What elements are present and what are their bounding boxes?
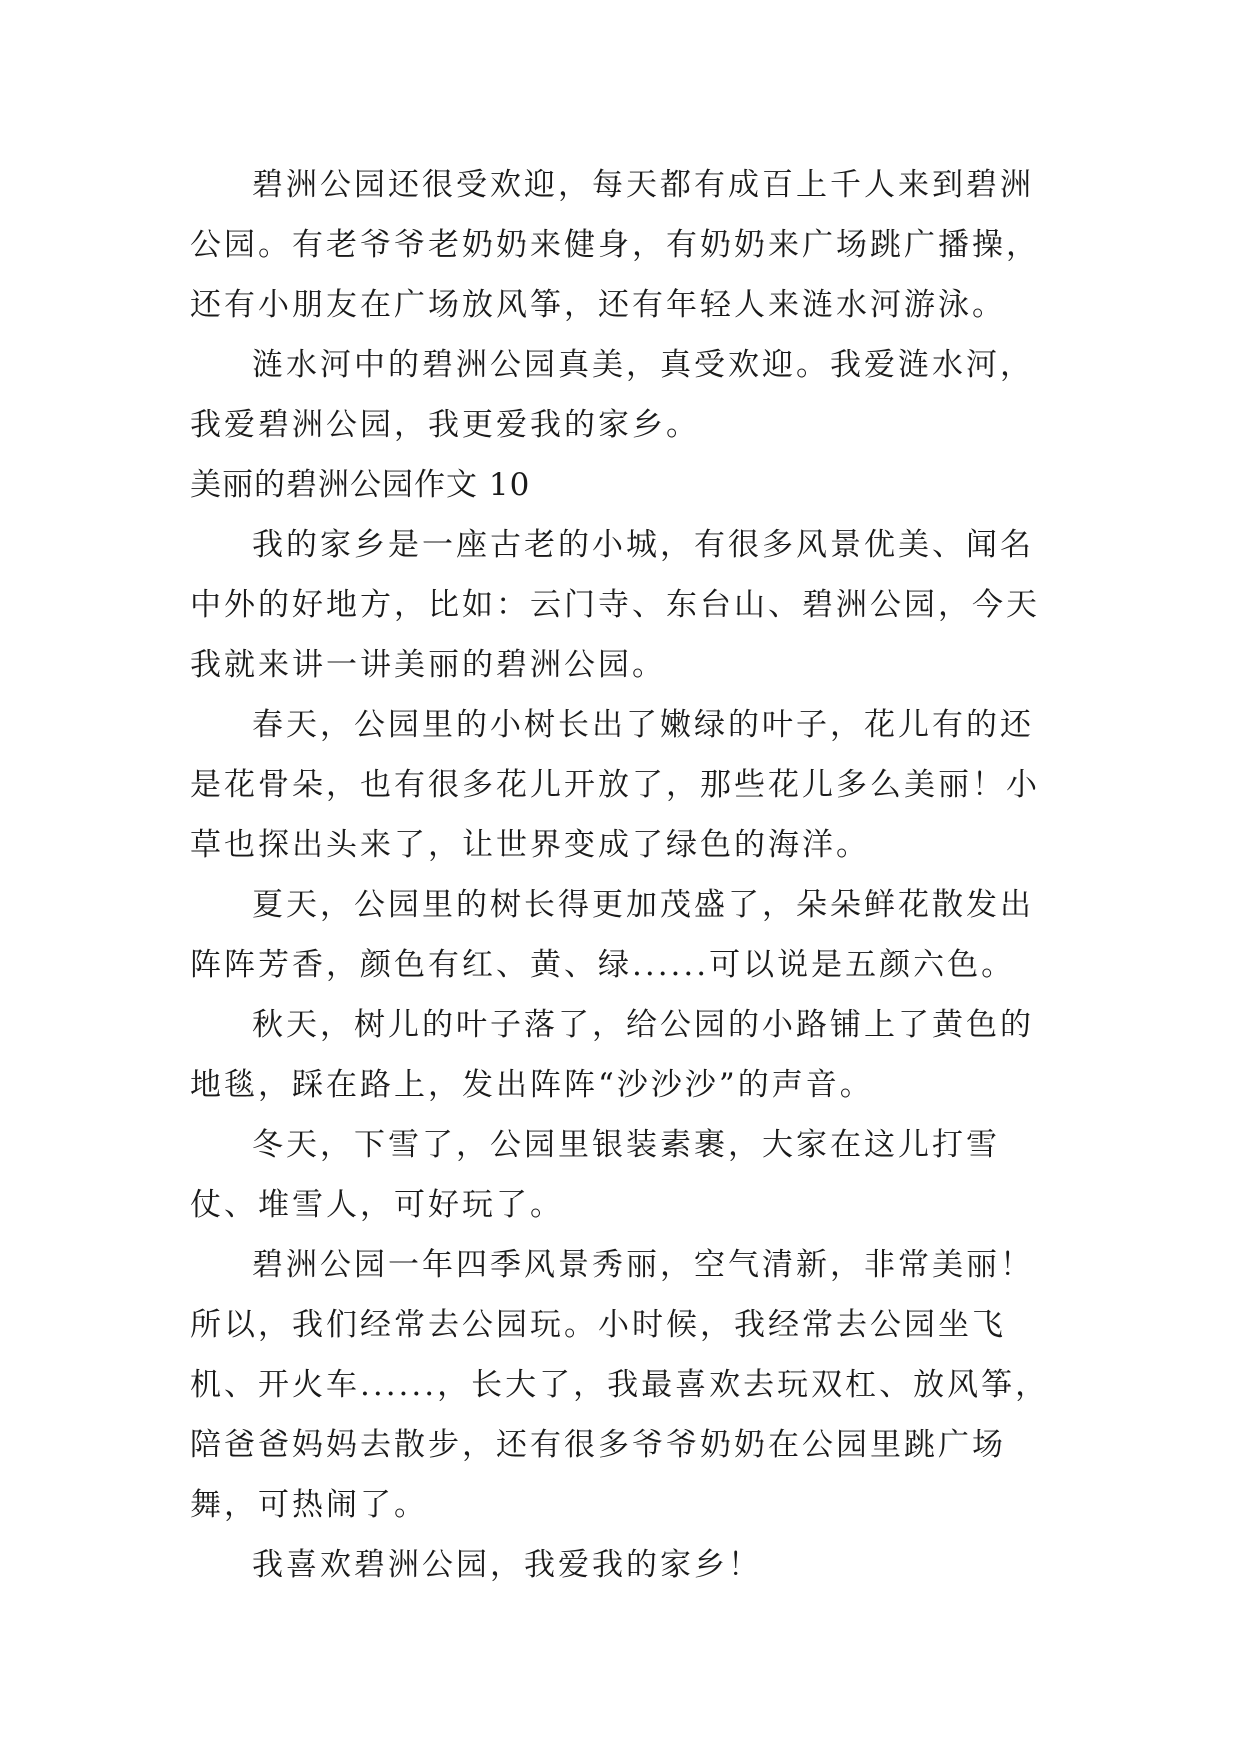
paragraph: 我喜欢碧洲公园，我爱我的家乡！	[252, 1547, 762, 1583]
paragraph: 碧洲公园还很受欢迎，每天都有成百上千人来到碧洲公园。有老爷爷老奶奶来健身，有奶奶来广场跳广播操，还有小朋友在广场放风筝，还有年轻人来涟水河游泳。	[190, 167, 1040, 323]
paragraph: 涟水河中的碧洲公园真美，真受欢迎。我爱涟水河，我爱碧洲公园，我更爱我的家乡。	[190, 347, 1034, 443]
paragraph: 春天，公园里的小树长出了嫩绿的叶子，花儿有的还是花骨朵，也有很多花儿开放了，那些花儿多么美丽！小草也探出头来了，让世界变成了绿色的海洋。	[190, 707, 1040, 863]
paragraph: 我的家乡是一座古老的小城，有很多风景优美、闻名中外的好地方，比如：云门寺、东台山、碧洲公园，今天我就来讲一讲美丽的碧洲公园。	[190, 527, 1040, 683]
paragraph: 冬天，下雪了，公园里银装素裹，大家在这儿打雪仗、堆雪人，可好玩了。	[190, 1127, 1000, 1223]
paragraph: 夏天，公园里的树长得更加茂盛了，朵朵鲜花散发出阵阵芳香，颜色有红、黄、绿......可以说是五颜六色。	[190, 887, 1034, 983]
paragraph: 秋天，树儿的叶子落了，给公园的小路铺上了黄色的地毯，踩在路上，发出阵阵“沙沙沙”的声音。	[190, 1007, 1034, 1103]
document-body	[190, 155, 1050, 1595]
paragraph: 碧洲公园一年四季风景秀丽，空气清新，非常美丽！所以，我们经常去公园玩。小时候，我经常去公园坐飞机、开火车......，长大了，我最喜欢去玩双杠、放风筝，陪爸爸妈妈去散步，还有很多爷爷奶奶在公园里跳广场舞，可热闹了。	[190, 1247, 1050, 1523]
section-heading: 美丽的碧洲公园作文 10	[190, 467, 531, 503]
